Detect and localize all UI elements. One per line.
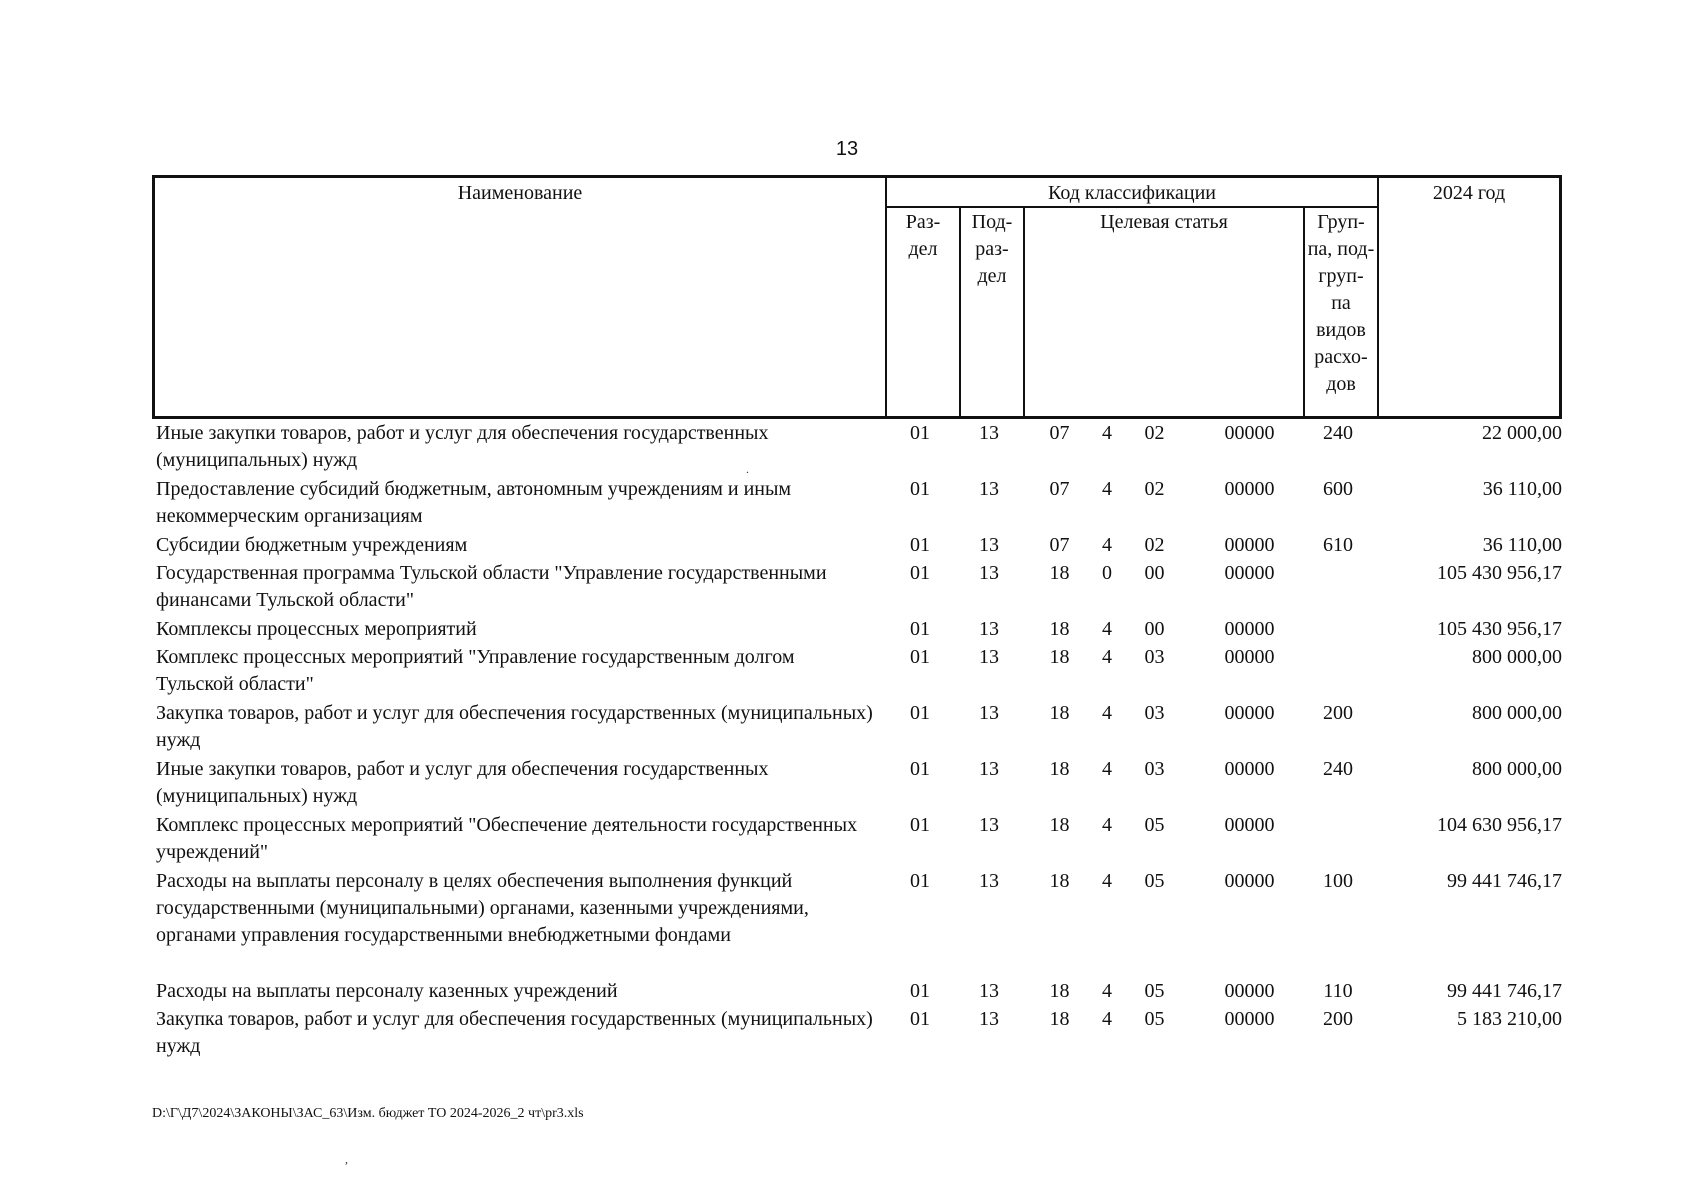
- row-code-g: 240: [1323, 422, 1353, 444]
- row-amount: 105 430 956,17: [1437, 562, 1562, 584]
- row-code-r: 01: [910, 870, 930, 892]
- scan-mark: ,: [345, 1152, 348, 1166]
- row-code-c4: 00000: [1224, 758, 1275, 780]
- row-code-c3: 03: [1144, 758, 1165, 780]
- row-code-g: 100: [1323, 870, 1353, 892]
- row-name: Иные закупки товаров, работ и услуг для обеспечения государственных (муниципальных) нужд: [156, 422, 769, 471]
- row-code-c2: 0: [1102, 562, 1112, 584]
- row-code-g: 200: [1323, 702, 1353, 724]
- row-code-r: 01: [910, 758, 930, 780]
- row-code-c4: 00000: [1224, 870, 1275, 892]
- row-code-c3: 02: [1144, 422, 1165, 444]
- row-code-r: 01: [910, 534, 930, 556]
- row-code-g: 240: [1323, 758, 1353, 780]
- row-code-c4: 00000: [1224, 534, 1275, 556]
- row-code-r: 01: [910, 562, 930, 584]
- row-name: Комплексы процессных мероприятий: [156, 618, 477, 640]
- divider: [1023, 206, 1025, 416]
- row-code-r: 01: [910, 422, 930, 444]
- header-code-group: Код классификации: [1047, 182, 1217, 204]
- row-code-c4: 00000: [1224, 646, 1275, 668]
- row-code-c1: 18: [1049, 702, 1070, 724]
- row-name: Государственная программа Тульской области "Управление государственными финансами Тульской области": [156, 562, 827, 611]
- row-code-c3: 00: [1144, 618, 1165, 640]
- row-code-c2: 4: [1102, 814, 1112, 836]
- row-code-g: 200: [1323, 1008, 1353, 1030]
- row-amount: 104 630 956,17: [1437, 814, 1562, 836]
- row-amount: 105 430 956,17: [1437, 618, 1562, 640]
- row-code-c1: 18: [1049, 980, 1070, 1002]
- row-code-c3: 05: [1144, 980, 1165, 1002]
- row-code-pr: 13: [979, 1008, 999, 1030]
- row-code-c4: 00000: [1224, 422, 1275, 444]
- row-code-c2: 4: [1102, 758, 1112, 780]
- row-amount: 5 183 210,00: [1457, 1008, 1562, 1030]
- row-code-c2: 4: [1102, 646, 1112, 668]
- header-name: Наименование: [457, 182, 583, 204]
- row-code-r: 01: [910, 1008, 930, 1030]
- row-code-pr: 13: [979, 534, 999, 556]
- row-name: Закупка товаров, работ и услуг для обеспечения государственных (муниципальных) нужд: [156, 702, 873, 751]
- row-code-c3: 03: [1144, 646, 1165, 668]
- row-name: Комплекс процессных мероприятий "Управление государственным долгом Тульской области": [156, 646, 795, 695]
- row-code-r: 01: [910, 814, 930, 836]
- row-code-c3: 02: [1144, 478, 1165, 500]
- row-amount: 99 441 746,17: [1447, 870, 1562, 892]
- row-code-c3: 05: [1144, 814, 1165, 836]
- header-podrazdel: Под- раз- дел: [971, 211, 1013, 287]
- row-code-c3: 05: [1144, 870, 1165, 892]
- row-code-c1: 18: [1049, 758, 1070, 780]
- row-code-c2: 4: [1102, 702, 1112, 724]
- divider: [1377, 178, 1379, 416]
- row-code-c2: 4: [1102, 980, 1112, 1002]
- row-code-c2: 4: [1102, 422, 1112, 444]
- row-code-pr: 13: [979, 422, 999, 444]
- row-amount: 800 000,00: [1472, 646, 1562, 668]
- row-code-pr: 13: [979, 478, 999, 500]
- row-code-c2: 4: [1102, 618, 1112, 640]
- row-code-c2: 4: [1102, 478, 1112, 500]
- row-code-c4: 00000: [1224, 478, 1275, 500]
- row-code-pr: 13: [979, 758, 999, 780]
- row-name: Субсидии бюджетным учреждениям: [156, 534, 468, 556]
- row-code-g: 600: [1323, 478, 1353, 500]
- row-code-c1: 18: [1049, 618, 1070, 640]
- row-code-c2: 4: [1102, 534, 1112, 556]
- page-number: 13: [835, 138, 859, 160]
- row-code-c1: 18: [1049, 870, 1070, 892]
- row-code-pr: 13: [979, 646, 999, 668]
- row-code-c3: 03: [1144, 702, 1165, 724]
- row-code-pr: 13: [979, 870, 999, 892]
- row-code-pr: 13: [979, 702, 999, 724]
- row-code-c3: 00: [1144, 562, 1165, 584]
- row-code-c1: 18: [1049, 646, 1070, 668]
- row-code-c4: 00000: [1224, 618, 1275, 640]
- row-name: Иные закупки товаров, работ и услуг для обеспечения государственных (муниципальных) нужд: [156, 758, 769, 807]
- row-code-c1: 18: [1049, 814, 1070, 836]
- header-razdel: Раз- дел: [905, 211, 941, 260]
- row-amount: 800 000,00: [1472, 758, 1562, 780]
- row-code-c2: 4: [1102, 1008, 1112, 1030]
- row-code-c1: 07: [1049, 478, 1070, 500]
- row-code-c1: 18: [1049, 562, 1070, 584]
- row-name: Комплекс процессных мероприятий "Обеспечение деятельности государственных учреждений": [156, 814, 858, 863]
- row-code-c4: 00000: [1224, 980, 1275, 1002]
- table-header: [152, 175, 1562, 419]
- row-code-c4: 00000: [1224, 814, 1275, 836]
- row-name: Предоставление субсидий бюджетным, автономным учреждениям и иным некоммерческим организациям: [156, 478, 792, 527]
- row-code-c1: 07: [1049, 422, 1070, 444]
- row-amount: 36 110,00: [1482, 534, 1562, 556]
- header-gruppa: Груп- па, под- груп- па видов расхо- дов: [1307, 211, 1375, 395]
- row-code-r: 01: [910, 478, 930, 500]
- row-code-c1: 18: [1049, 1008, 1070, 1030]
- row-amount: 36 110,00: [1482, 478, 1562, 500]
- scan-mark: .: [746, 462, 749, 476]
- row-name: Расходы на выплаты персоналу в целях обеспечения выполнения функций государственными (муниципальными) органами, казенными учреждениями, органами управления государственными внебюджетными фондами: [156, 870, 809, 946]
- row-code-c3: 05: [1144, 1008, 1165, 1030]
- row-amount: 22 000,00: [1482, 422, 1562, 444]
- row-code-pr: 13: [979, 618, 999, 640]
- row-code-c3: 02: [1144, 534, 1165, 556]
- row-code-c4: 00000: [1224, 562, 1275, 584]
- file-path: D:\Г\Д7\2024\ЗАКОНЫ\ЗАС_63\Изм. бюджет ТО 2024-2026_2 чт\pr3.xls: [152, 1106, 584, 1121]
- row-amount: 99 441 746,17: [1447, 980, 1562, 1002]
- header-celevaya: Целевая статья: [1100, 211, 1228, 233]
- row-name: Расходы на выплаты персоналу казенных учреждений: [156, 980, 618, 1002]
- row-code-c4: 00000: [1224, 702, 1275, 724]
- header-year: 2024 год: [1432, 182, 1506, 204]
- row-code-r: 01: [910, 646, 930, 668]
- row-code-r: 01: [910, 618, 930, 640]
- row-code-r: 01: [910, 702, 930, 724]
- row-code-pr: 13: [979, 562, 999, 584]
- row-name: Закупка товаров, работ и услуг для обеспечения государственных (муниципальных) нужд: [156, 1008, 873, 1057]
- row-code-c4: 00000: [1224, 1008, 1275, 1030]
- row-code-c2: 4: [1102, 870, 1112, 892]
- row-code-c1: 07: [1049, 534, 1070, 556]
- row-code-g: 610: [1323, 534, 1353, 556]
- row-code-g: 110: [1323, 980, 1353, 1002]
- row-code-r: 01: [910, 980, 930, 1002]
- row-code-pr: 13: [979, 980, 999, 1002]
- row-code-pr: 13: [979, 814, 999, 836]
- row-amount: 800 000,00: [1472, 702, 1562, 724]
